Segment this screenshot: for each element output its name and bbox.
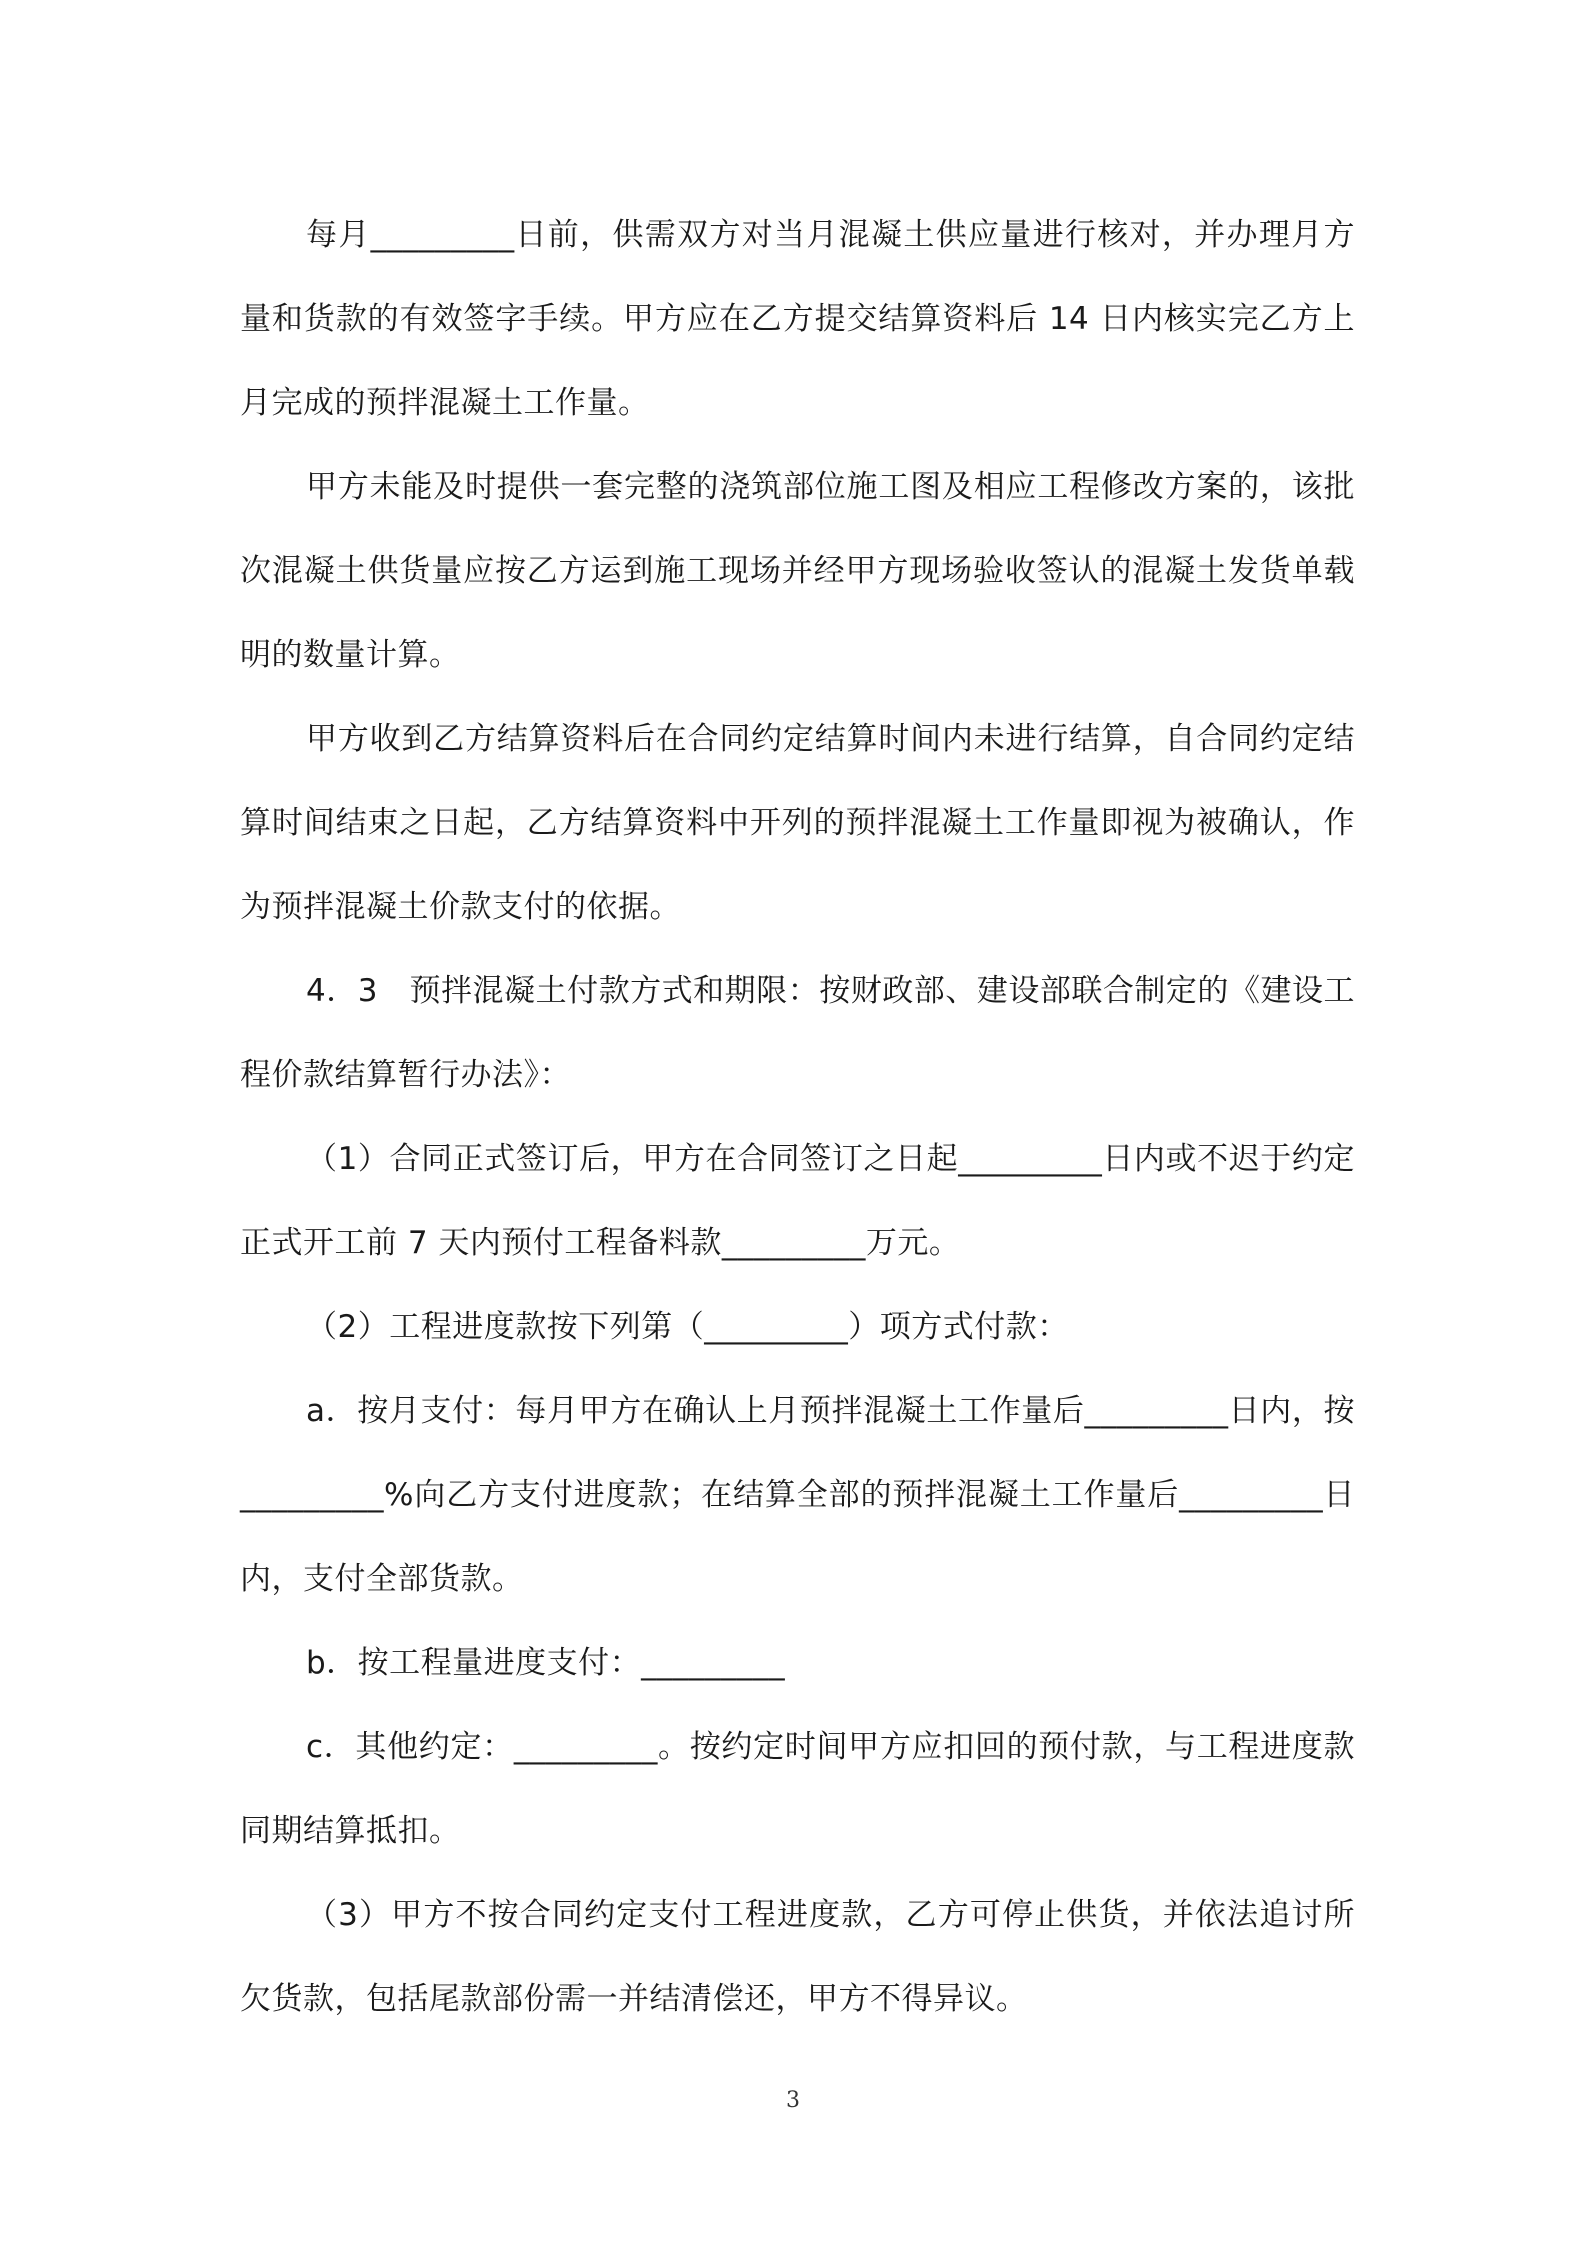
paragraph-settlement-confirmation: 甲方收到乙方结算资料后在合同约定结算时间内未进行结算，自合同约定结算时间结束之日起，乙方结算资料中开列的预拌混凝土工作量即视为被确认，作为预拌混凝土价款支付的依据。 xyxy=(240,721,1355,925)
paragraph-delivery-quantity: 甲方未能及时提供一套完整的浇筑部位施工图及相应工程修改方案的，该批次混凝土供货量应按乙方运到施工现场并经甲方现场验收签认的混凝土发货单载明的数量计算。 xyxy=(240,469,1355,673)
paragraph-option-a: a．按月支付：每月甲方在确认上月预拌混凝土工作量后_________日内，按_________%向乙方支付进度款；在结算全部的预拌混凝土工作量后_________日内，支付全部货款。 xyxy=(240,1393,1355,1597)
page-number: 3 xyxy=(786,2088,800,2113)
paragraph-monthly-verification: 每月_________日前，供需双方对当月混凝土供应量进行核对，并办理月方量和货款的有效签字手续。甲方应在乙方提交结算资料后 14 日内核实完乙方上月完成的预拌混凝土工作量。 xyxy=(240,217,1355,421)
paragraph-option-b: b．按工程量进度支付：_________ xyxy=(306,1645,786,1681)
paragraph-section-4-3: 4．3 预拌混凝土付款方式和期限：按财政部、建设部联合制定的《建设工程价款结算暂行办法》： xyxy=(240,973,1355,1093)
paragraph-item-3: （3）甲方不按合同约定支付工程进度款，乙方可停止供货，并依法追讨所欠货款，包括尾款部份需一并结清偿还，甲方不得异议。 xyxy=(240,1897,1355,2017)
paragraph-option-c: c．其他约定：_________。按约定时间甲方应扣回的预付款，与工程进度款同期结算抵扣。 xyxy=(240,1729,1355,1849)
paragraph-item-2: （2）工程进度款按下列第（_________）项方式付款： xyxy=(306,1309,1069,1345)
document-body xyxy=(240,193,1355,2041)
paragraph-item-1: （1）合同正式签订后，甲方在合同签订之日起_________日内或不迟于约定正式开工前 7 天内预付工程备料款_________万元。 xyxy=(240,1141,1355,1261)
